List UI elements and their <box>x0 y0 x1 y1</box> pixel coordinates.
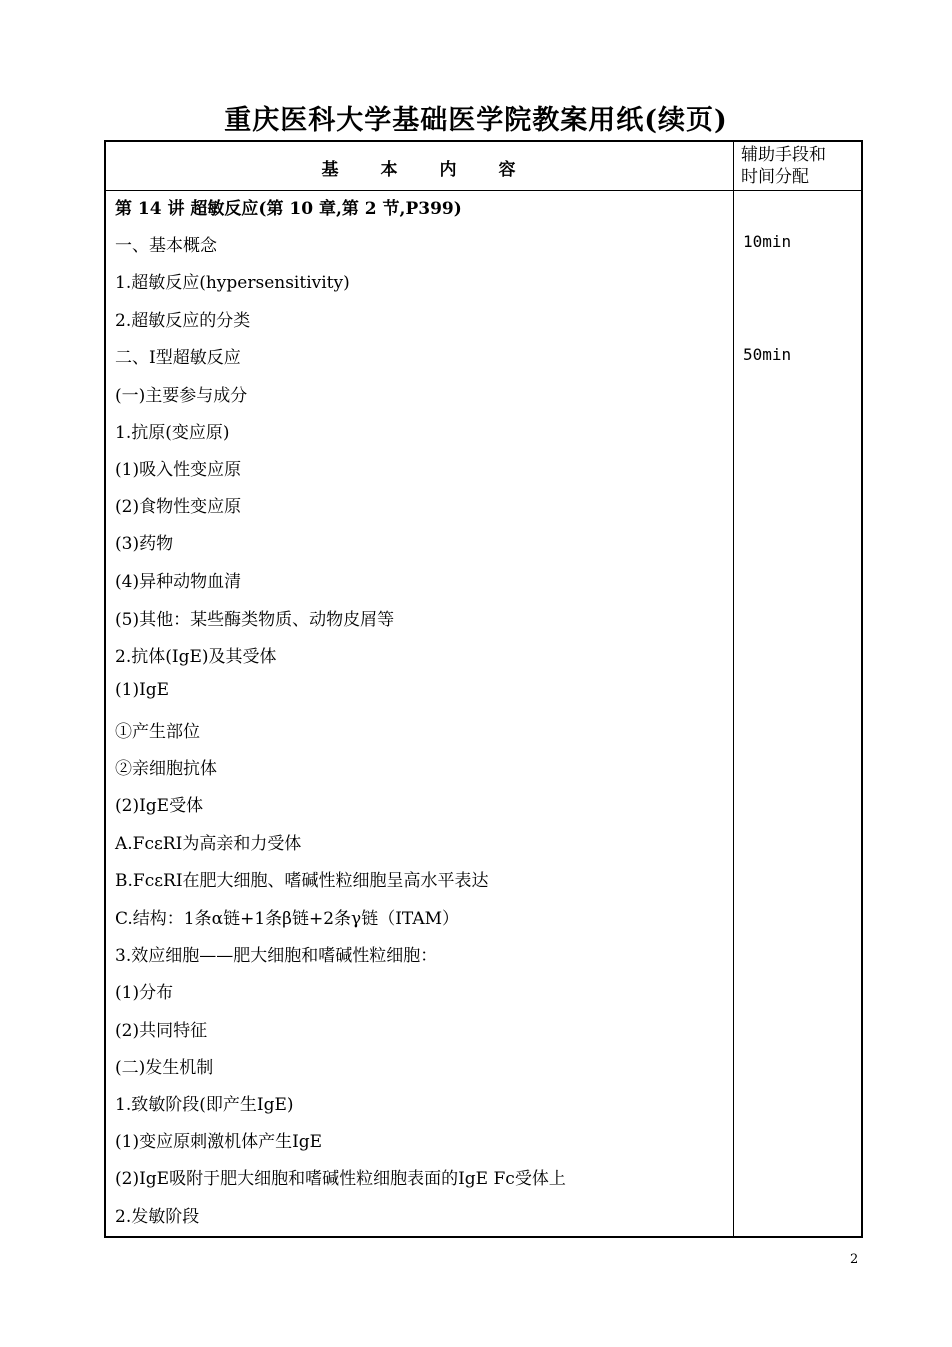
header-char: 基 <box>321 160 341 180</box>
content-line: (2)共同特征 <box>115 1021 208 1041</box>
lecture-title: 第 14 讲 超敏反应(第 10 章,第 2 节,P399) <box>115 199 462 219</box>
content-line: (1)IgE <box>115 680 170 700</box>
content-line: A.FcεRI为高亲和力受体 <box>115 834 302 854</box>
content-line: 1.抗原(变应原) <box>115 423 230 443</box>
content-line: ①产生部位 <box>115 722 200 742</box>
table-frame <box>104 140 863 1238</box>
header-side <box>741 144 856 188</box>
content-line: (1)变应原刺激机体产生IgE <box>115 1132 323 1152</box>
header-char: 容 <box>498 160 518 180</box>
page-number: 2 <box>850 1252 859 1267</box>
content-line: 2.超敏反应的分类 <box>115 311 251 331</box>
header-main-content <box>106 155 733 180</box>
header-char: 本 <box>380 160 400 180</box>
content-line: (4)异种动物血清 <box>115 572 242 592</box>
content-line: (1)吸入性变应原 <box>115 460 242 480</box>
header-side-line: 时间分配 <box>741 167 809 187</box>
header-side-line: 辅助手段和 <box>741 145 826 165</box>
content-line: (二)发生机制 <box>115 1058 214 1078</box>
content-line: B.FcεRI在肥大细胞、嗜碱性粒细胞呈高水平表达 <box>115 871 489 891</box>
content-line: (一)主要参与成分 <box>115 386 248 406</box>
content-line: (5)其他：某些酶类物质、动物皮屑等 <box>115 610 395 630</box>
content-line: 2.发敏阶段 <box>115 1207 200 1227</box>
content-line: 二、Ⅰ型超敏反应 <box>115 348 241 368</box>
content-line: (1)分布 <box>115 983 174 1003</box>
content-line: 2.抗体(IgE)及其受体 <box>115 647 277 667</box>
content-line: (2)IgE吸附于肥大细胞和嗜碱性粒细胞表面的IgE Fc受体上 <box>115 1169 566 1189</box>
time-allocation: 10min <box>743 232 792 251</box>
content-line: C.结构：1条α链+1条β链+2条γ链（ITAM） <box>115 909 460 929</box>
column-divider <box>733 140 734 1238</box>
content-line: (2)IgE受体 <box>115 796 204 816</box>
time-allocation: 50min <box>743 345 792 364</box>
page-title: 重庆医科大学基础医学院教案用纸(续页) <box>224 105 728 136</box>
content-line: 3.效应细胞——肥大细胞和嗜碱性粒细胞： <box>115 946 438 966</box>
content-line: 一、基本概念 <box>115 236 217 256</box>
header-divider <box>104 190 863 191</box>
content-line: (3)药物 <box>115 534 174 554</box>
content-line: 1.超敏反应(hypersensitivity) <box>115 273 350 293</box>
header-char: 内 <box>439 160 459 180</box>
content-line: (2)食物性变应原 <box>115 497 242 517</box>
content-line: 1.致敏阶段(即产生IgE) <box>115 1095 294 1115</box>
content-line: ②亲细胞抗体 <box>115 759 217 779</box>
